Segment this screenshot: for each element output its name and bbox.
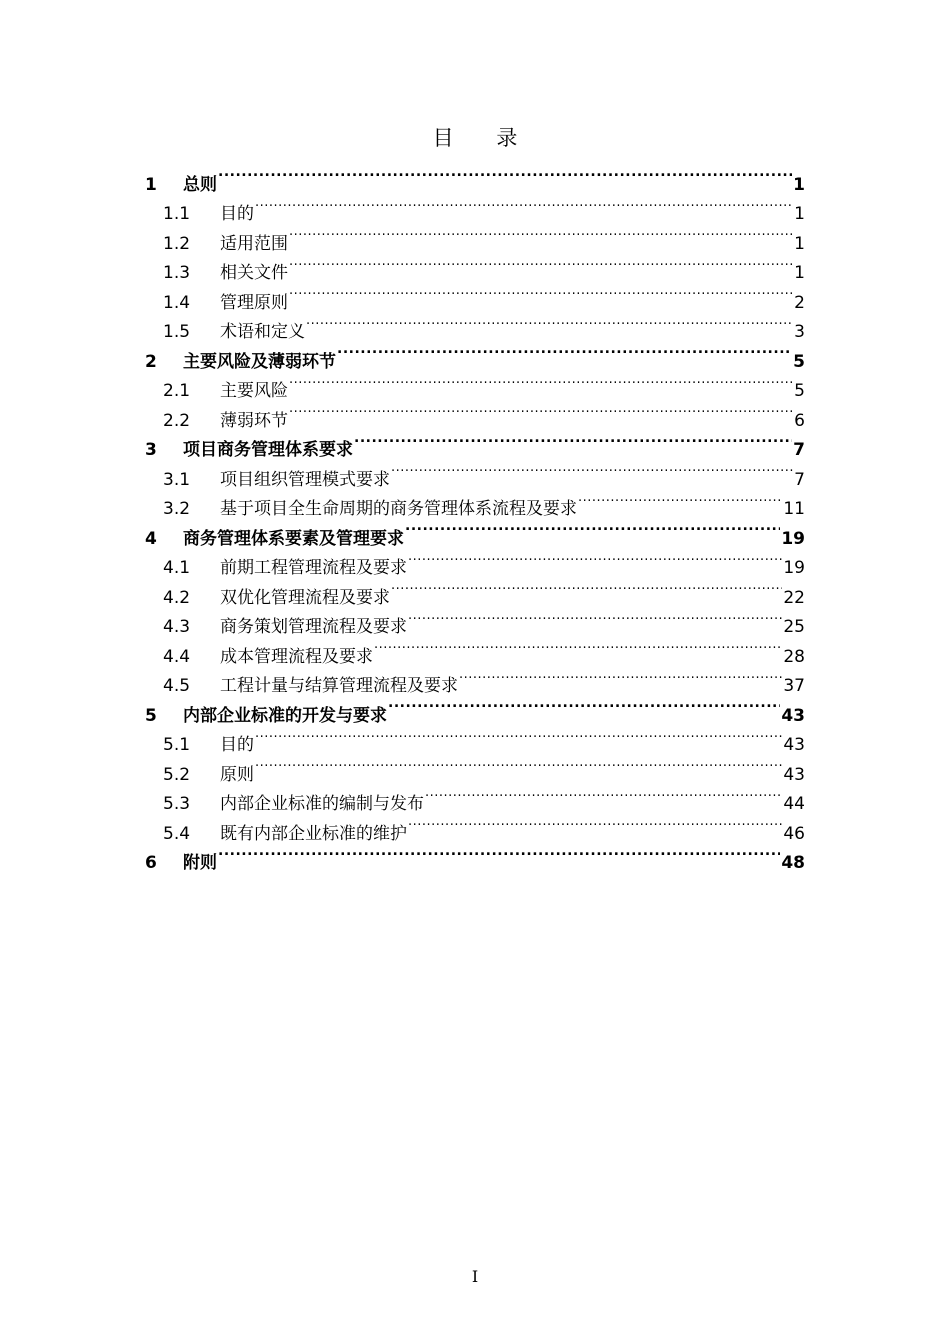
toc-entry-title: 基于项目全生命周期的商务管理体系流程及要求 — [220, 499, 577, 519]
toc-entry-number: 1.4 — [163, 292, 191, 313]
toc-dot-leader — [306, 308, 793, 338]
toc-entry-page: 43 — [783, 764, 805, 785]
toc-entry-number: 6 — [145, 853, 157, 873]
toc-entry-number: 1.3 — [163, 263, 191, 283]
toc-section-entry[interactable] — [145, 190, 805, 224]
toc-entry-number: 5.3 — [163, 794, 191, 814]
toc-entry-number: 5.1 — [163, 735, 191, 755]
toc-entry-title: 主要风险及薄弱环节 — [183, 351, 336, 372]
toc-entry-title: 项目商务管理体系要求 — [183, 440, 353, 460]
toc-entry-page: 1 — [794, 233, 805, 254]
toc-entry-number: 1.2 — [163, 233, 191, 254]
toc-entry-number: 2.1 — [163, 381, 191, 401]
toc-entry-number: 1.1 — [163, 204, 191, 224]
toc-entry-number: 4 — [145, 528, 157, 549]
toc-dot-leader — [354, 426, 792, 456]
toc-dot-leader — [289, 278, 793, 308]
toc-dot-leader — [405, 514, 780, 544]
toc-entry-title: 成本管理流程及要求 — [220, 646, 373, 667]
toc-dot-leader — [255, 190, 793, 220]
toc-entry-page: 46 — [783, 823, 805, 844]
toc-entry-page: 1 — [794, 263, 805, 283]
toc-dot-leader — [459, 662, 782, 692]
toc-entry-title: 术语和定义 — [220, 322, 305, 342]
toc-dot-leader — [218, 839, 780, 869]
toc-entry-title: 主要风险 — [220, 381, 288, 401]
toc-entry-title: 相关文件 — [220, 263, 288, 283]
toc-entry-page: 7 — [794, 469, 805, 490]
toc-entry-title: 商务管理体系要素及管理要求 — [183, 528, 404, 549]
toc-entry-page: 44 — [783, 794, 805, 814]
toc-entry-title: 商务策划管理流程及要求 — [220, 617, 407, 637]
toc-entry-title: 工程计量与结算管理流程及要求 — [220, 676, 458, 696]
toc-dot-leader — [578, 485, 782, 515]
toc-entry-page: 43 — [781, 705, 805, 726]
toc-entry-title: 内部企业标准的开发与要求 — [183, 705, 387, 726]
toc-entry-title: 薄弱环节 — [220, 410, 288, 431]
toc-entry-title: 既有内部企业标准的维护 — [220, 823, 407, 844]
toc-entry-number: 5 — [145, 705, 157, 726]
toc-dot-leader — [289, 367, 793, 397]
toc-entry-number: 4.5 — [163, 676, 191, 696]
toc-entry-number: 1.5 — [163, 322, 191, 342]
toc-entry-title: 目的 — [220, 735, 254, 755]
toc-entry-page: 2 — [794, 292, 805, 313]
toc-dot-leader — [391, 573, 782, 603]
toc-entry-page: 22 — [783, 587, 805, 608]
toc-dot-leader — [374, 632, 782, 662]
toc-dot-leader — [408, 544, 782, 574]
toc-entry-page: 1 — [793, 174, 805, 195]
toc-entry-number: 1 — [145, 174, 157, 195]
toc-entry-number: 4.2 — [163, 587, 191, 608]
toc-dot-leader — [391, 455, 793, 485]
toc-entry-number: 4.3 — [163, 617, 191, 637]
toc-chapter-entry[interactable] — [145, 839, 805, 873]
toc-dot-leader — [289, 396, 793, 426]
toc-entry-page: 28 — [783, 646, 805, 667]
toc-entry-page: 6 — [794, 410, 805, 431]
toc-entry-title: 总则 — [183, 174, 217, 195]
toc-entry-number: 3 — [145, 440, 157, 460]
toc-dot-leader — [289, 249, 793, 279]
toc-dot-leader — [289, 219, 793, 249]
toc-dot-leader — [408, 603, 782, 633]
toc-entry-title: 目的 — [220, 204, 254, 224]
toc-entry-page: 43 — [783, 735, 805, 755]
toc-entry-number: 4.4 — [163, 646, 191, 667]
toc-entry-number: 5.4 — [163, 823, 191, 844]
page-title: 目 录 — [432, 126, 536, 150]
toc-dot-leader — [218, 160, 792, 190]
toc-entry-page: 25 — [783, 617, 805, 637]
toc-entry-page: 48 — [781, 853, 805, 873]
toc-entry-title: 内部企业标准的编制与发布 — [220, 794, 424, 814]
toc-entry-title: 项目组织管理模式要求 — [220, 469, 390, 490]
toc-entry-title: 适用范围 — [220, 233, 288, 254]
toc-entry-page: 19 — [783, 558, 805, 578]
toc-entry-page: 11 — [783, 499, 805, 519]
toc-entry-number: 5.2 — [163, 764, 191, 785]
toc-entry-page: 19 — [781, 528, 805, 549]
toc-entry-title: 双优化管理流程及要求 — [220, 587, 390, 608]
toc-entry-number: 2 — [145, 351, 157, 372]
toc-entry-page: 5 — [794, 381, 805, 401]
toc-entry-page: 7 — [793, 440, 805, 460]
toc-entry-page: 5 — [793, 351, 805, 372]
toc-entry-title: 附则 — [183, 853, 217, 873]
table-of-contents — [145, 160, 805, 873]
toc-entry-title: 前期工程管理流程及要求 — [220, 558, 407, 578]
toc-entry-title: 原则 — [220, 764, 254, 785]
toc-entry-page: 3 — [794, 322, 805, 342]
toc-entry-number: 3.1 — [163, 469, 191, 490]
toc-entry-title: 管理原则 — [220, 292, 288, 313]
toc-dot-leader — [255, 721, 782, 751]
page-number: I — [471, 1267, 479, 1286]
toc-entry-number: 4.1 — [163, 558, 191, 578]
toc-chapter-entry[interactable] — [145, 160, 805, 195]
toc-dot-leader — [408, 809, 782, 839]
toc-dot-leader — [337, 337, 792, 367]
toc-entry-page: 37 — [783, 676, 805, 696]
toc-entry-number: 3.2 — [163, 499, 191, 519]
toc-dot-leader — [255, 750, 782, 780]
toc-dot-leader — [425, 780, 782, 810]
toc-entry-page: 1 — [794, 204, 805, 224]
toc-dot-leader — [388, 691, 780, 721]
toc-entry-number: 2.2 — [163, 410, 191, 431]
